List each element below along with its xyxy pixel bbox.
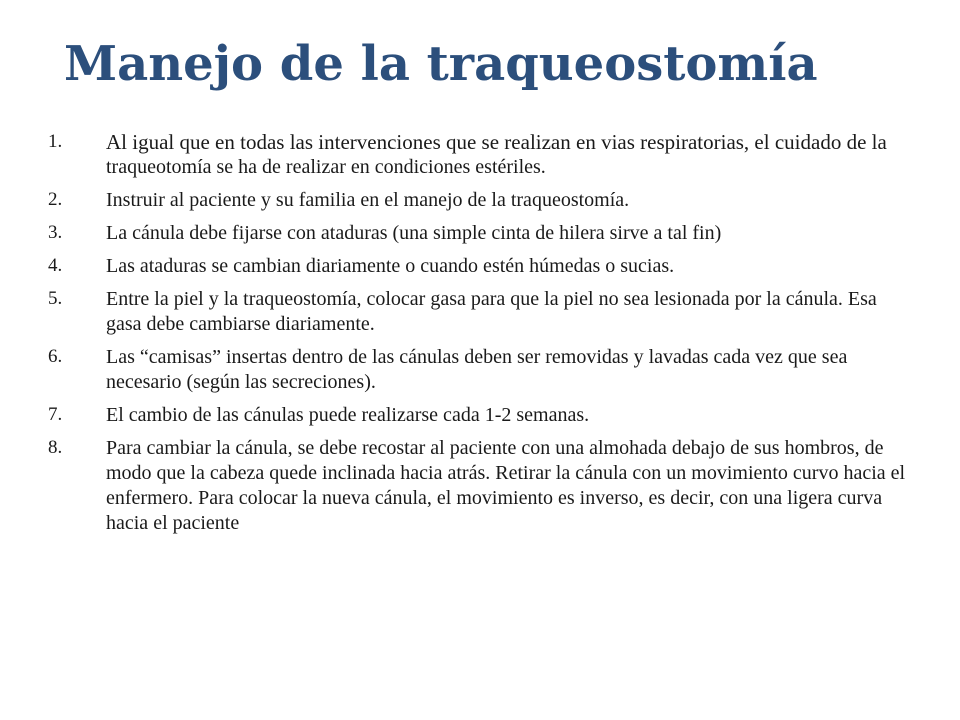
slide-title: Manejo de la traqueostomía — [64, 36, 818, 92]
list-item — [48, 287, 908, 337]
list-item-text: Las “camisas” insertas dentro de las cánulas deben ser removidas y lavadas cada vez que sea necesario (según las secreciones). — [106, 346, 848, 393]
list-item-text: Instruir al paciente y su familia en el manejo de la traqueostomía. — [106, 189, 630, 211]
list-item — [48, 345, 908, 395]
list-item — [48, 130, 908, 180]
list-item-number: 5. — [48, 288, 63, 309]
list-item — [48, 254, 908, 279]
list-item-text: Al igual que en todas las intervenciones que se realizan en vias respiratorias, el cuidado de la traqueotomía se ha de realizar en condiciones estériles. — [106, 130, 887, 178]
list-item-number: 3. — [48, 222, 63, 243]
list-item-text: La cánula debe fijarse con ataduras (una simple cinta de hilera sirve a tal fin) — [106, 222, 722, 244]
list-item-number: 8. — [48, 437, 63, 458]
list-item-number: 4. — [48, 255, 63, 276]
list-item-text: Entre la piel y la traqueostomía, colocar gasa para que la piel no sea lesionada por la cánula. Esa gasa debe cambiarse diariamente. — [106, 288, 877, 335]
list-item-number: 6. — [48, 346, 63, 367]
list-item — [48, 403, 908, 428]
list-item-text: Las ataduras se cambian diariamente o cuando estén húmedas o sucias. — [106, 255, 675, 277]
list-item-text: El cambio de las cánulas puede realizarse cada 1-2 semanas. — [106, 404, 590, 426]
list-item — [48, 436, 908, 536]
list-item-number: 1. — [48, 131, 63, 152]
instruction-list — [48, 130, 908, 544]
list-item-number: 2. — [48, 189, 63, 210]
list-item — [48, 221, 908, 246]
list-item-text: Para cambiar la cánula, se debe recostar al paciente con una almohada debajo de sus hombros, de modo que la cabeza quede inclinada hacia atrás. Retirar la cánula con un movimiento curvo hacia el enfermero. Para colocar la nueva cánula, el movimiento es inverso, es decir, con una ligera curva hacia el paciente — [106, 437, 906, 534]
list-item — [48, 188, 908, 213]
list-item-number: 7. — [48, 404, 63, 425]
